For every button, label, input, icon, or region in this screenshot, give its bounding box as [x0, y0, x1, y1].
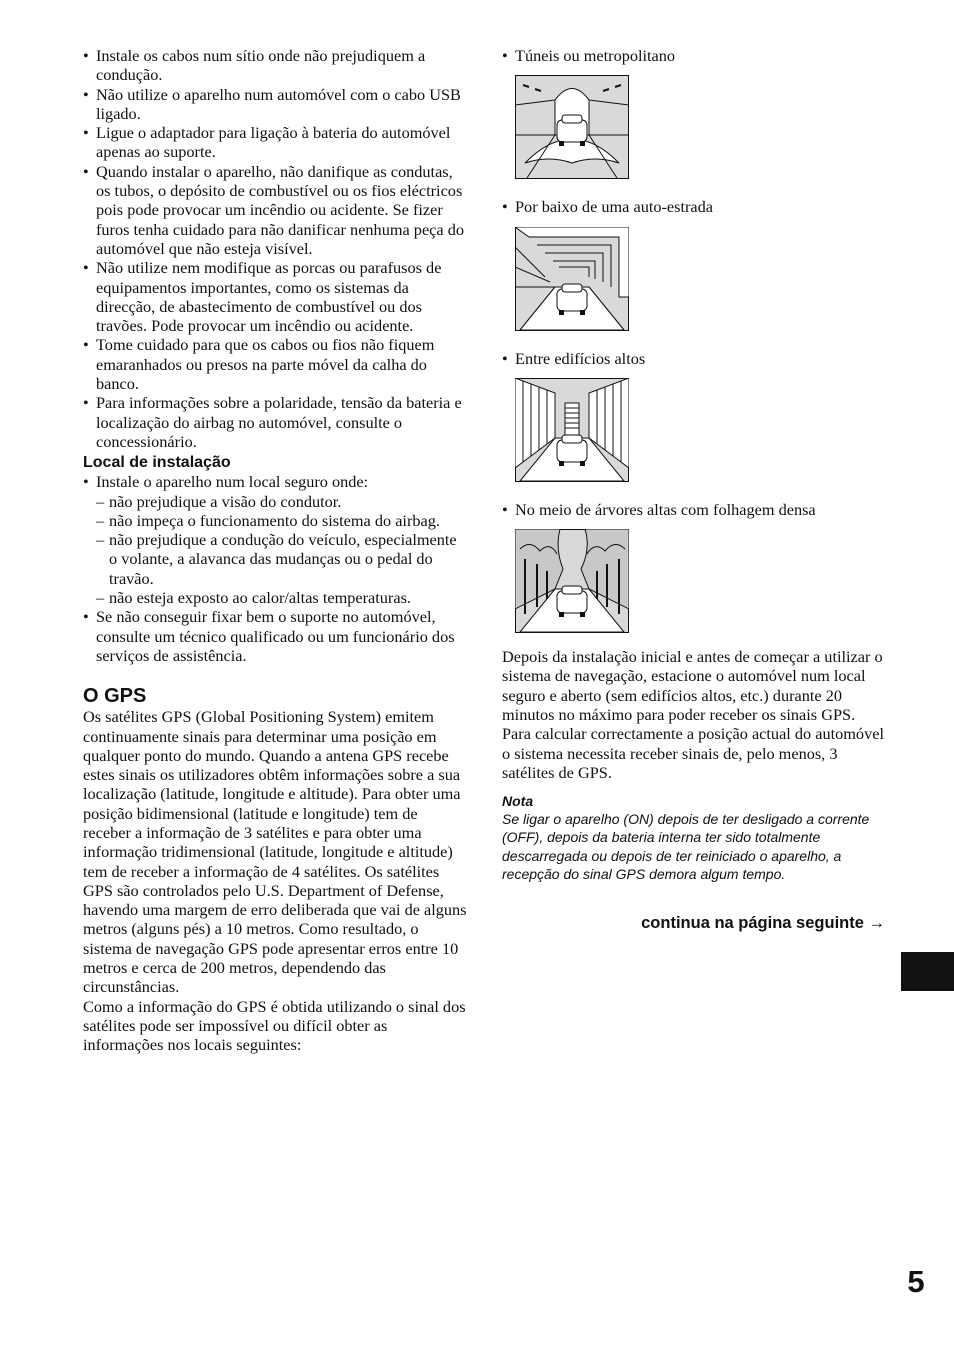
location-tunnel [502, 46, 887, 65]
list-item: • Instale os cabos num sítio onde não prejudiquem a condução. [83, 46, 468, 85]
note-text: Se ligar o aparelho (ON) depois de ter desligado a corrente (OFF), depois da bateria interna ter sido totalmente descarregada ou depois de ter reiniciado o aparelho, a recepção do sinal GPS demora algum tempo. [502, 811, 870, 882]
location-list [502, 500, 887, 519]
left-column [83, 46, 468, 1055]
list-item: • Ligue o adaptador para ligação à bateria do automóvel apenas ao suporte. [83, 123, 468, 162]
continue-label: continua na página seguinte [641, 914, 864, 932]
note-title: Nota [502, 793, 534, 810]
install-location-heading: Local de instalação [83, 454, 231, 472]
section-tab-marker [901, 952, 954, 991]
list-item: • Para informações sobre a polaridade, tensão da bateria e localização do airbag no automóvel, consulte o concessionário. [83, 393, 468, 451]
setup-paragraph: Depois da instalação inicial e antes de começar a utilizar o sistema de navegação, estacione o automóvel num local seguro e aberto (sem edifícios altos, etc.) durante 20 minutos no máximo para poder receber os sinais GPS. Para calcular correctamente a posição actual do automóvel o sistema necessita receber sinais de, pelo menos, 3 satélites de GPS. [502, 647, 884, 782]
continue-next-page [502, 914, 885, 933]
install-conditions-list [83, 492, 468, 608]
tunnel-illustration [515, 75, 629, 179]
page-number: 5 [907, 1264, 925, 1299]
list-item: • Quando instalar o aparelho, não danifique as condutas, os tubos, o depósito de combustível ou os fios eléctricos pois pode provocar um incêndio ou acidente. Se fizer furos tenha cuidado para não danificar nenhuma peça do automóvel que não esteja visível. [83, 162, 468, 258]
list-item: – não esteja exposto ao calor/altas temperaturas. [83, 588, 468, 607]
location-list [502, 349, 887, 368]
location-highway [502, 197, 887, 216]
location-list [502, 46, 887, 65]
safety-bullet-list [83, 46, 468, 451]
location-label: No meio de árvores altas com folhagem densa [515, 499, 816, 519]
location-label: Túneis ou metropolitano [515, 46, 676, 65]
location-label: Por baixo de uma auto-estrada [515, 197, 714, 217]
right-column [502, 46, 887, 883]
list-item: • Não utilize o aparelho num automóvel com o cabo USB ligado. [83, 85, 468, 124]
location-trees [502, 500, 887, 519]
install-bullet-list [83, 472, 468, 491]
buildings-illustration [515, 378, 629, 482]
list-item: – não impeça o funcionamento do sistema do airbag. [83, 511, 468, 530]
list-item: • Tome cuidado para que os cabos ou fios não fiquem emaranhados ou presos na parte móvel da calha do banco. [83, 335, 468, 393]
location-list [502, 197, 887, 216]
install-bullet-list-end [83, 607, 468, 665]
list-item: – não prejudique a visão do condutor. [83, 492, 468, 511]
list-item: • Se não conseguir fixar bem o suporte no automóvel, consulte um técnico qualificado ou um funcionário dos serviços de assistência. [83, 607, 468, 665]
list-item: • Não utilize nem modifique as porcas ou parafusos de equipamentos importantes, como os sistemas da direcção, de abastecimento de combustível ou dos travões. Pode provocar um incêndio ou acidente. [83, 258, 468, 335]
highway-illustration [515, 227, 629, 331]
gps-heading: O GPS [83, 685, 147, 708]
trees-illustration [515, 529, 629, 633]
gps-paragraph: Como a informação do GPS é obtida utilizando o sinal dos satélites pode ser impossível ou difícil obter as informações nos locais seguintes: [83, 996, 466, 1055]
gps-paragraph: Os satélites GPS (Global Positioning System) emitem continuamente sinais para determinar uma posição em qualquer ponto do mundo. Quando a antena GPS recebe estes sinais os utilizadores obtêm informações sobre a sua localização (latitude, longitude e altitude). Para obter uma posição bidimensional (latitude e longitude) tem de receber a informação de 3 satélites e para obter uma informação tridimensional (latitude, longitude e altitude) tem de receber a informação de 4 satélites. Os satélites GPS são controlados pelo U.S. Department of Defense, havendo uma margem de erro deliberada que vai de alguns metros (alguns pés) a 10 metros. Como resultado, o sistema de navegação GPS pode apresentar erros entre 10 metros e cerca de 200 metros, dependendo das circunstâncias. [83, 707, 467, 997]
list-item [83, 472, 468, 491]
list-item: – não prejudique a condução do veículo, especialmente o volante, a alavanca das mudanças ou o pedal do travão. [83, 530, 468, 588]
arrow-right-icon: → [868, 914, 885, 932]
location-label: Entre edifícios altos [515, 348, 646, 368]
install-intro: Instale o aparelho num local seguro onde: [96, 472, 369, 492]
location-buildings [502, 349, 887, 368]
